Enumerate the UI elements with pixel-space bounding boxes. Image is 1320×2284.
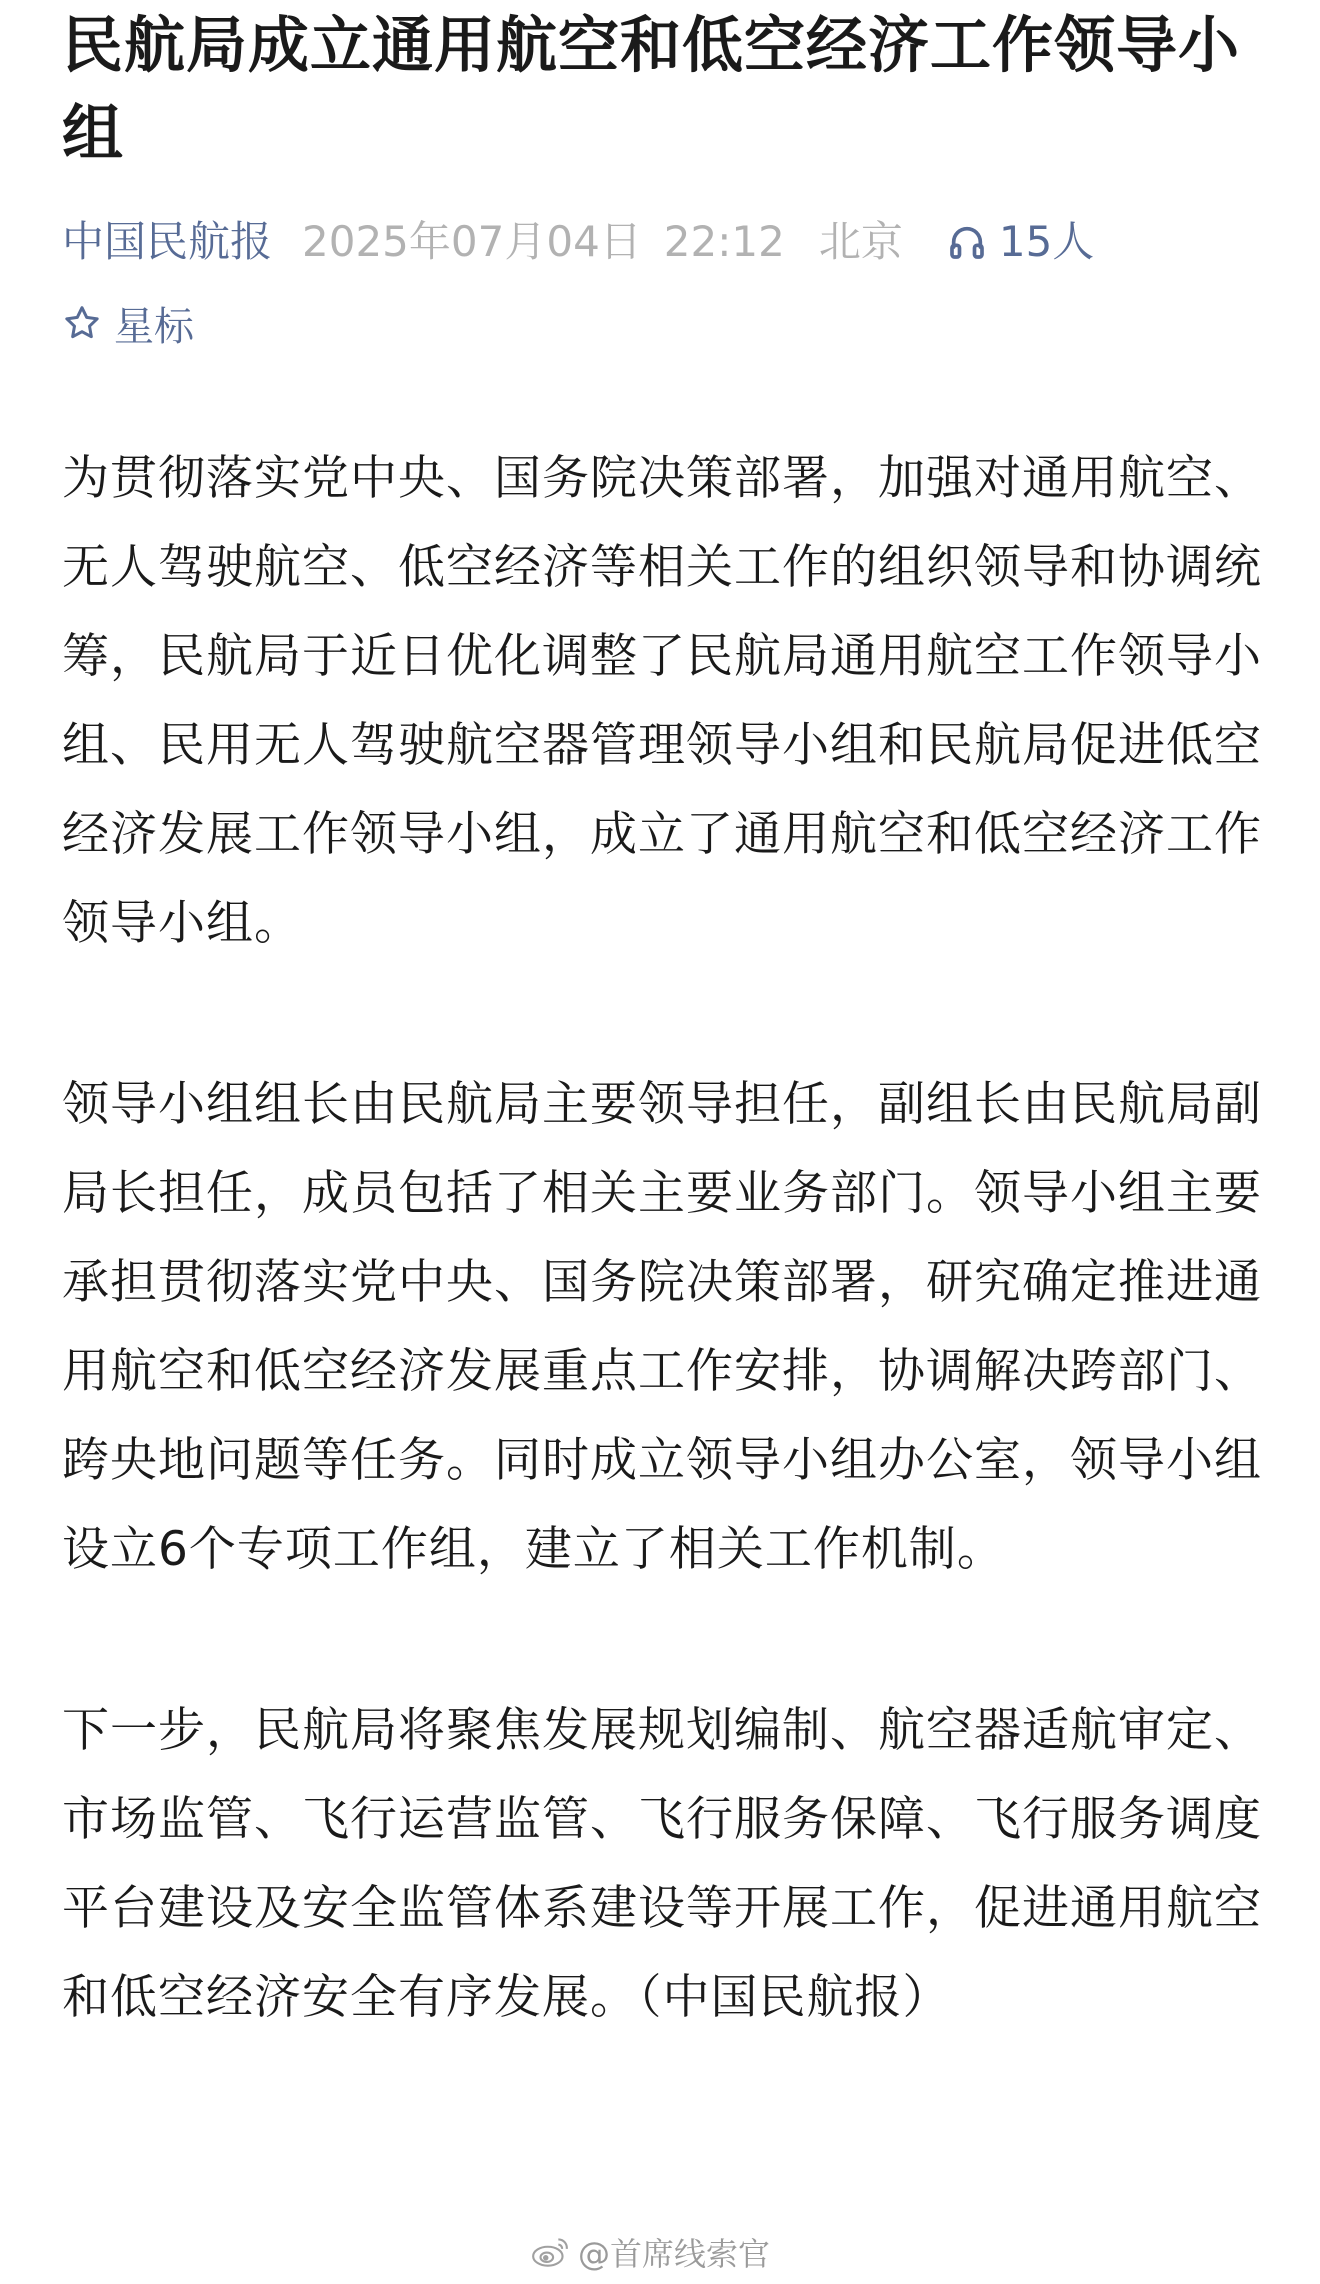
publish-time: 22:12 xyxy=(663,217,785,266)
article-title: 民航局成立通用航空和低空经济工作领导小组 xyxy=(62,10,1241,169)
watermark-text: @首席线索官 xyxy=(578,2235,771,2273)
paragraph: 下一步，民航局将聚焦发展规划编制、航空器适航审定、市场监管、飞行运营监管、飞行服务保障、飞行服务调度平台建设及安全监管体系建设等开展工作，促进通用航空和低空经济安全有序发展。（中国民航报） xyxy=(62,1703,1262,2025)
article-meta xyxy=(62,210,1262,274)
watermark xyxy=(530,2232,770,2272)
headphones-icon xyxy=(947,222,987,262)
listen-count: 15人 xyxy=(998,217,1095,266)
publish-location: 北京 xyxy=(818,217,903,266)
article-body xyxy=(62,434,1262,2042)
paragraph: 领导小组组长由民航局主要领导担任，副组长由民航局副局长担任，成员包括了相关主要业务部门。领导小组主要承担贯彻落实党中央、国务院决策部署，研究确定推进通用航空和低空经济发展重点工作安排，协调解决跨部门、跨央地问题等任务。同时成立领导小组办公室，领导小组设立6个专项工作组，建立了相关工作机制。 xyxy=(62,1077,1262,1577)
star-outline-icon xyxy=(62,303,102,343)
star-label: 星标 xyxy=(114,303,194,350)
star-button[interactable] xyxy=(62,292,1262,354)
publish-date: 2025年07月04日 xyxy=(302,217,642,266)
listen-button[interactable] xyxy=(947,210,1094,274)
paragraph: 为贯彻落实党中央、国务院决策部署，加强对通用航空、无人驾驶航空、低空经济等相关工作的组织领导和协调统筹，民航局于近日优化调整了民航局通用航空工作领导小组、民用无人驾驶航空器管理领导小组和民航局促进低空经济发展工作领导小组，成立了通用航空和低空经济工作领导小组。 xyxy=(62,451,1262,951)
source-account-link[interactable]: 中国民航报 xyxy=(62,217,273,266)
article xyxy=(62,0,1262,2134)
weibo-logo-icon xyxy=(530,2235,572,2269)
